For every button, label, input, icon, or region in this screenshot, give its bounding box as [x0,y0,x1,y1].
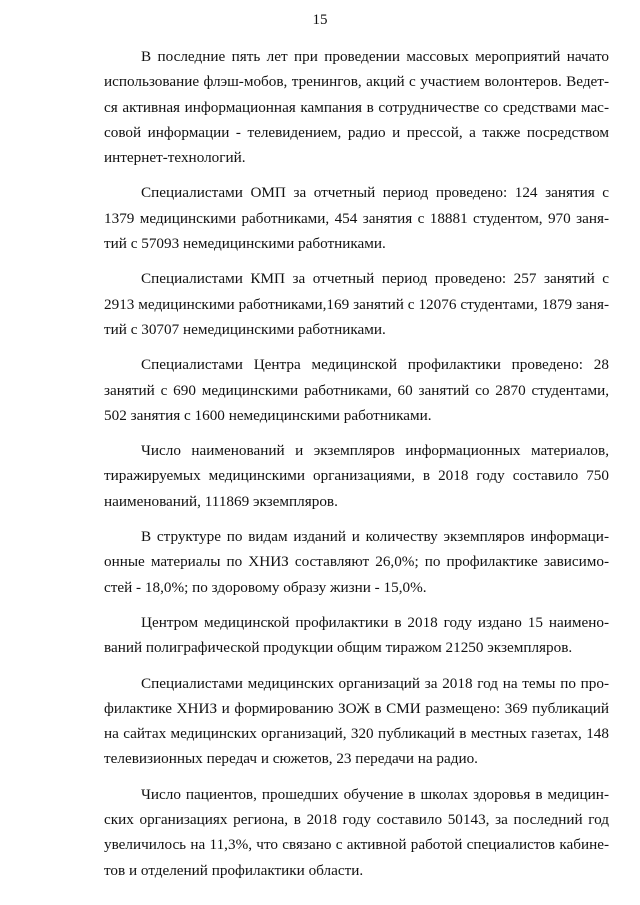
page-number: 15 [312,12,328,28]
paragraph-omp-stats: Специалистами ОМП за отчетный период проведено: 124 занятия с 1379 медицинскими работниками, 454 занятия с 18881 студентом, 970 занятий с 57093 немедицинскими работниками. [104,184,609,253]
paragraph-printed-products: Центром медицинской профилактики в 2018 году издано 15 наименований полиграфической продукции общим тиражом 21250 экземпляров. [104,613,609,657]
paragraph-kmp-stats: Специалистами КМП за отчетный период проведено: 257 занятий с 2913 медицинскими работниками,169 занятий с 12076 студентами, 1879 занятий с 30707 немедицинскими работниками. [104,270,609,338]
paragraph-health-schools: Число пациентов, прошедших обучение в школах здоровья в медицинских организациях региона, в 2018 году составило 50143, за последний год увеличилось на 11,3%, что связано с активной работой специалистов кабинетов и отделений профилактики области. [104,785,609,879]
paragraph-info-materials: Число наименований и экземпляров информационных материалов, тиражируемых медицинскими организациями, в 2018 году составило 750 наименований, 111869 экземпляров. [104,442,609,510]
paragraph-center-stats: Специалистами Центра медицинской профилактики проведено: 28 занятий с 690 медицинскими работниками, 60 занятий со 2870 студентами, 502 занятия с 1600 немедицинскими работниками. [104,356,609,424]
paragraph-materials-structure: В структуре по видам изданий и количеству экземпляров информационные материалы по ХНИЗ составляют 26,0%; по профилактике зависимостей - 18,0%; по здоровому образу жизни - 15,0%. [104,528,609,596]
paragraph-mass-events: В последние пять лет при проведении массовых мероприятий начато использование флэш-мобов, тренингов, акций с участием волонтеров. Ведется активная информационная кампания в сотрудничестве со средствами массовой информации - телевидением, радио и прессой, а также посредством интернет-технологий. [104,48,609,167]
document-body [104,44,609,893]
paragraph-media-publications: Специалистами медицинских организаций за 2018 год на темы по профилактике ХНИЗ и формированию ЗОЖ в СМИ размещено: 369 публикаций на сайтах медицинских организаций, 320 публикаций в местных газетах, 148 телевизионных передач и сюжетов, 23 передачи на радио. [104,674,609,768]
